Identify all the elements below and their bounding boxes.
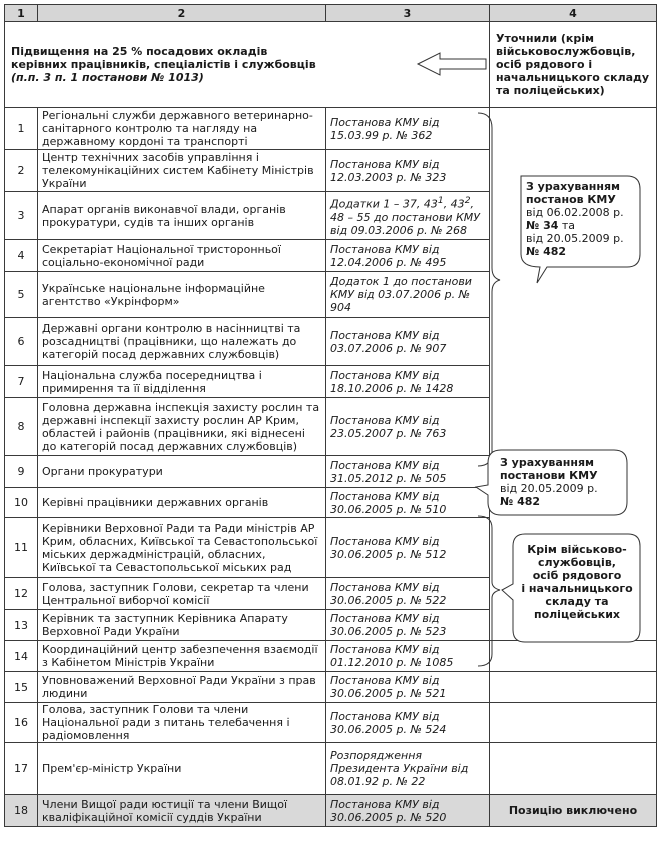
col-header-4: 4 <box>490 5 657 22</box>
row-number: 15 <box>5 672 38 703</box>
row-number: 2 <box>5 150 38 192</box>
row-number: 16 <box>5 703 38 743</box>
callout-decree-482 <box>500 456 622 508</box>
right-brace-icon <box>478 516 500 666</box>
legal-document: Постанова КМУ від 30.06.2005 р. № 512 <box>326 518 490 578</box>
callout-text: від 20.05.2009 р. <box>500 482 598 495</box>
col-header-2: 2 <box>38 5 326 22</box>
organization: Голова, заступник Голови, секретар та члени Центральної виборчої комісії <box>38 578 326 610</box>
row-number: 13 <box>5 610 38 641</box>
row-number: 1 <box>5 108 38 150</box>
callout-text: постанови КМУ <box>500 469 598 482</box>
legal-document: Розпорядження Президента України від 08.01.92 р. № 22 <box>326 743 490 795</box>
callout-text: службовців, <box>538 556 616 569</box>
organization: Керівник та заступник Керівника Апарату Верховної Ради України <box>38 610 326 641</box>
organization: Керівники Верховної Ради та Ради міністрів АР Крим, обласних, Київської та Севастопольської міських держадміністрацій, обласних, Київської та Севастопольської міських рад <box>38 518 326 578</box>
organization: Апарат органів виконавчої влади, органів прокуратури, судів та інших органів <box>38 192 326 240</box>
row-number: 12 <box>5 578 38 610</box>
legal-document: Постанова КМУ від 30.06.2005 р. № 520 <box>326 795 490 827</box>
callout-text: З урахуванням <box>500 456 595 469</box>
legal-document: Постанова КМУ від 12.04.2006 р. № 495 <box>326 240 490 272</box>
row-number: 5 <box>5 272 38 318</box>
organization: Центр технічних засобів управління і телекомунікаційних систем Кабінету Міністрів України <box>38 150 326 192</box>
legal-document: Постанова КМУ від 31.05.2012 р. № 505 <box>326 456 490 488</box>
row-number: 17 <box>5 743 38 795</box>
callout-text: № 34 <box>526 219 559 232</box>
callout-text: складу та <box>545 595 609 608</box>
organization: Органи прокуратури <box>38 456 326 488</box>
callout-text: З урахуванням <box>526 180 621 193</box>
callout-text: та <box>558 219 576 232</box>
col-header-1: 1 <box>5 5 38 22</box>
callout-text: від 06.02.2008 р. <box>526 206 624 219</box>
callout-text: осіб рядового <box>532 569 622 582</box>
arrow-left-icon <box>418 53 486 75</box>
callout-text: і начальницького <box>521 582 633 595</box>
organization: Секретаріат Національної тристоронньої соціально-економічної ради <box>38 240 326 272</box>
legal-document: Постанова КМУ від 23.05.2007 р. № 763 <box>326 398 490 456</box>
right-brace-icon <box>478 113 500 466</box>
row-number: 9 <box>5 456 38 488</box>
organization: Національна служба посередництва і примирення та її відділення <box>38 366 326 398</box>
legal-document: Постанова КМУ від 12.03.2003 р. № 323 <box>326 150 490 192</box>
callout-text: № 482 <box>526 245 567 258</box>
legal-document: Додаток 1 до постанови КМУ від 03.07.2006 р. № 904 <box>326 272 490 318</box>
organization: Голова, заступник Голови та члени Національної ради з питань телебачення і радіомовлення <box>38 703 326 743</box>
legal-document: Постанова КМУ від 30.06.2005 р. № 510 <box>326 488 490 518</box>
callout-text: Крім військово- <box>527 543 627 556</box>
row-number: 8 <box>5 398 38 456</box>
row-number: 18 <box>5 795 38 827</box>
row-number: 6 <box>5 318 38 366</box>
legal-document: Постанова КМУ від 30.06.2005 р. № 521 <box>326 672 490 703</box>
row-number: 4 <box>5 240 38 272</box>
organization: Керівні працівники державних органів <box>38 488 326 518</box>
col-header-3: 3 <box>326 5 490 22</box>
row-number: 14 <box>5 641 38 672</box>
row-number: 11 <box>5 518 38 578</box>
organization: Прем'єр-міністр України <box>38 743 326 795</box>
organization: Регіональні служби державного ветеринарно-санітарного контролю та нагляду на державному кордоні та транспорті <box>38 108 326 150</box>
legal-document: Постанова КМУ від 30.06.2005 р. № 523 <box>326 610 490 641</box>
row-number: 3 <box>5 192 38 240</box>
organization: Члени Вищої ради юстиції та члени Вищої кваліфікаційної комісії суддів України <box>38 795 326 827</box>
legal-document: Постанова КМУ від 30.06.2005 р. № 522 <box>326 578 490 610</box>
legal-document: Постанова КМУ від 15.03.99 р. № 362 <box>326 108 490 150</box>
row-number: 7 <box>5 366 38 398</box>
excluded-note: Позицію виключено <box>490 795 657 827</box>
callout-text: від 20.05.2009 р. <box>526 232 624 245</box>
organization: Українське національне інформаційне агентство «Укрінформ» <box>38 272 326 318</box>
callout-text: постанов КМУ <box>526 193 616 206</box>
legal-document: Постанова КМУ від 18.10.2006 р. № 1428 <box>326 366 490 398</box>
row-number: 10 <box>5 488 38 518</box>
callout-decrees-34-482 <box>526 180 638 258</box>
section-reference: (п.п. 3 п. 1 постанови № 1013) <box>11 71 204 84</box>
organization: Уповноважений Верховної Ради України з прав людини <box>38 672 326 703</box>
callout-text: № 482 <box>500 495 541 508</box>
clarification-note: Уточнили (крім військовослужбовців, осіб рядового і начальницького складу та поліцейських) <box>490 22 657 108</box>
organization: Координаційний центр забезпечення взаємодії з Кабінетом Міністрів України <box>38 641 326 672</box>
section-title: Підвищення на 25 % посадових окладів керівних працівників, спеціалістів і службовців <box>11 45 316 71</box>
callout-text: поліцейських <box>533 608 621 621</box>
organization: Головна державна інспекція захисту рослин та державні інспекції захисту рослин АР Крим, областей і районів (працівники, які віднесені до категорій посад державних службовців) <box>38 398 326 456</box>
legal-document: Постанова КМУ від 03.07.2006 р. № 907 <box>326 318 490 366</box>
legal-document: Постанова КМУ від 01.12.2010 р. № 1085 <box>326 641 490 672</box>
callout-except-military <box>516 543 638 621</box>
legal-document: Постанова КМУ від 30.06.2005 р. № 524 <box>326 703 490 743</box>
legal-document: Додатки 1 – 37, $43^1$, $43^2$, 48 – 55 до постанови КМУ від 09.03.2006 р. № 268 <box>326 192 490 240</box>
organization: Державні органи контролю в насінництві та розсадництві (працівники, що належать до категорій посад державних службовців) <box>38 318 326 366</box>
